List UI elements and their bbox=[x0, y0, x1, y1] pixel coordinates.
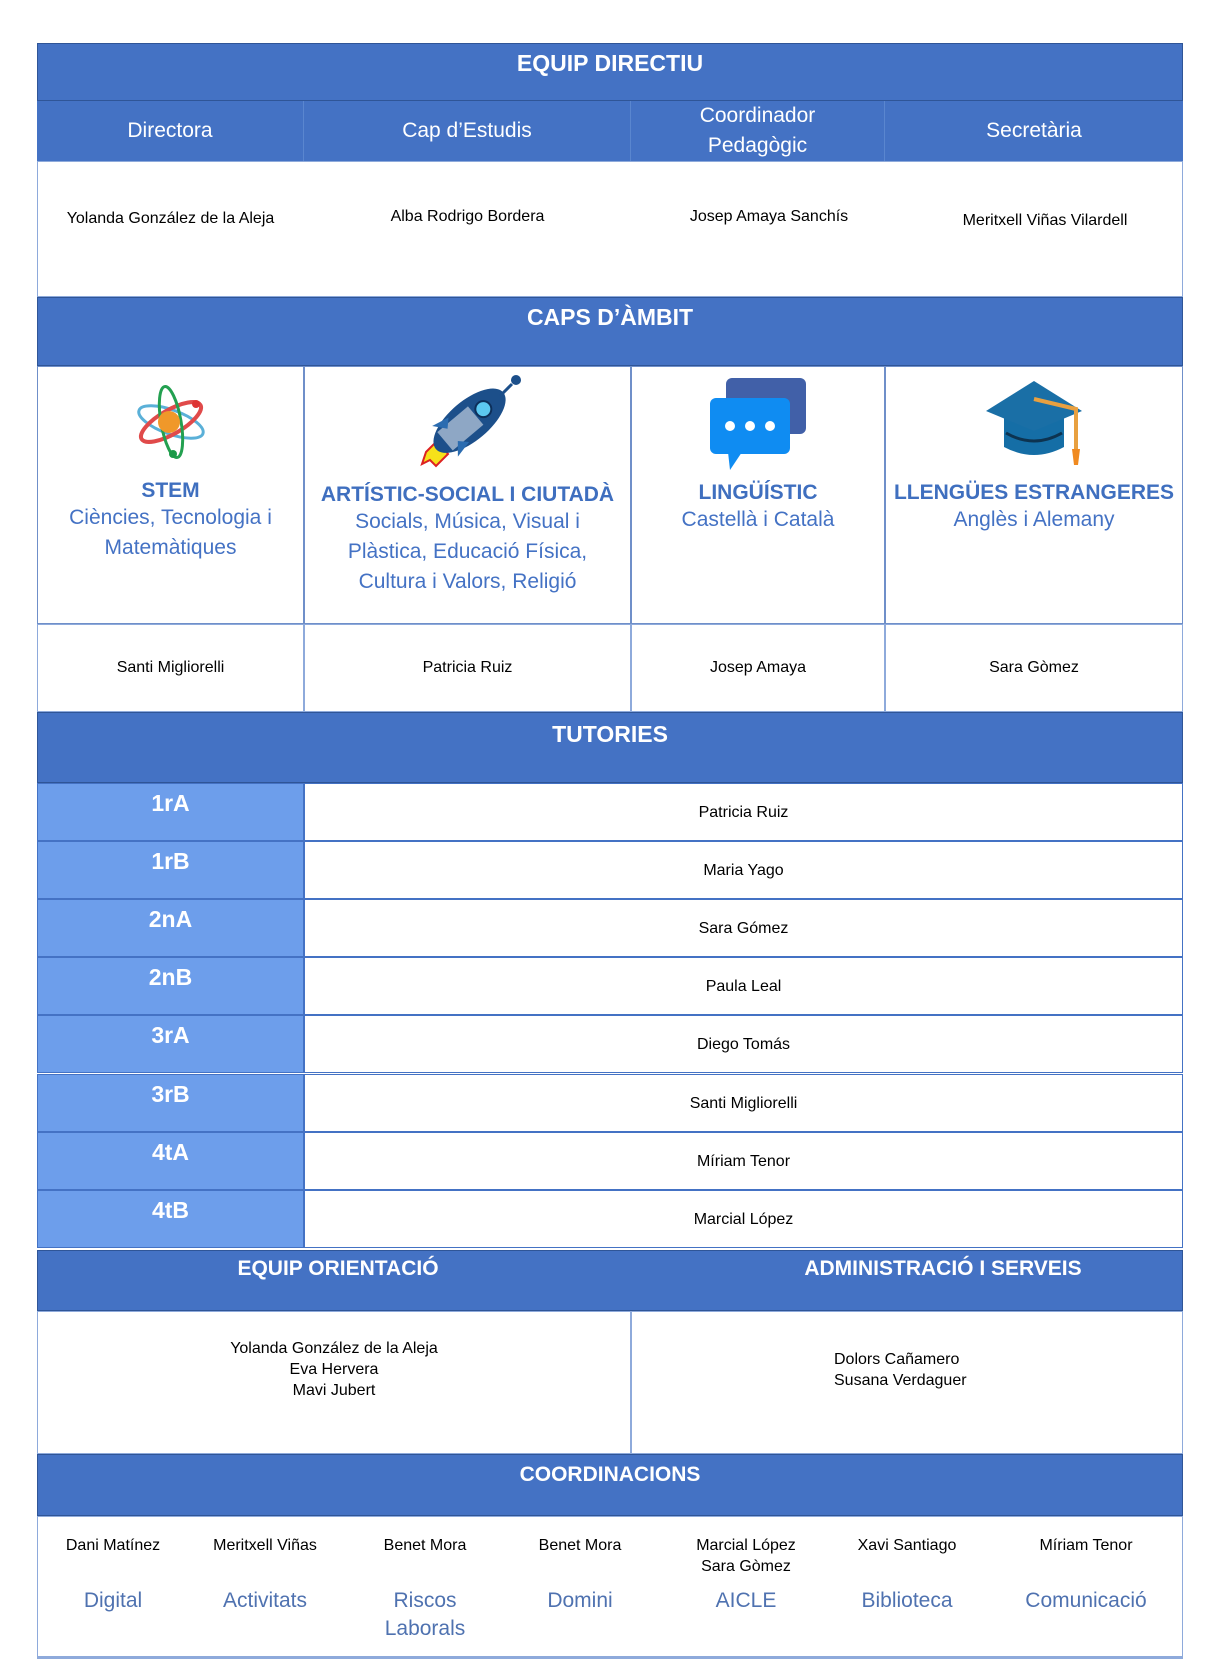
section-title: EQUIP DIRECTIU bbox=[516, 50, 704, 76]
person-name: Dolors Cañamero bbox=[834, 1351, 960, 1368]
orientacio-admin-header bbox=[37, 1250, 1183, 1311]
tutor-name: Marcial López bbox=[304, 1190, 1183, 1248]
coordination-item bbox=[505, 1535, 655, 1615]
tutor-group: 4tA bbox=[37, 1132, 304, 1190]
tutor-name: Paula Leal bbox=[304, 957, 1183, 1015]
tutor-group: 3rB bbox=[37, 1074, 304, 1132]
coordination-item bbox=[350, 1535, 500, 1643]
section-title: CAPS D’ÀMBIT bbox=[526, 304, 694, 330]
tutor-group: 4tB bbox=[37, 1190, 304, 1248]
atom-icon bbox=[38, 367, 303, 477]
tutor-group: 2nA bbox=[37, 899, 304, 957]
role-directora: Directora bbox=[37, 101, 304, 161]
area-title: STEM bbox=[141, 479, 200, 502]
tutor-name: Patricia Ruiz bbox=[304, 783, 1183, 841]
area-head-linguistic: Josep Amaya bbox=[631, 624, 885, 712]
tutories-header bbox=[37, 712, 1183, 783]
name-directora: Yolanda González de la Aleja bbox=[66, 210, 275, 227]
area-subtitle: Matemàtiques bbox=[104, 536, 237, 559]
tutor-name: Sara Gómez bbox=[304, 899, 1183, 957]
role-coordinador: Coordinador Pedagògic bbox=[631, 101, 885, 161]
name-secretaria: Meritxell Viñas Vilardell bbox=[962, 212, 1128, 229]
area-title: LLENGÜES ESTRANGERES bbox=[893, 481, 1175, 504]
area-stem bbox=[37, 366, 304, 624]
section-title: TUTORIES bbox=[552, 721, 668, 747]
tutor-group: 1rB bbox=[37, 841, 304, 899]
coordinacions-header bbox=[37, 1454, 1183, 1516]
coordination-item bbox=[1011, 1535, 1161, 1615]
area-subtitle: Castellà i Català bbox=[681, 508, 835, 531]
rocket-icon bbox=[305, 367, 630, 477]
coordination-label: Biblioteca bbox=[861, 1589, 953, 1612]
tutor-group: 2nB bbox=[37, 957, 304, 1015]
orientacio-title: EQUIP ORIENTACIÓ bbox=[237, 1257, 439, 1280]
coordination-label: AICLE bbox=[715, 1589, 777, 1612]
area-title: LINGÜÍSTIC bbox=[698, 481, 818, 504]
role-cap-estudis: Cap d’Estudis bbox=[304, 101, 631, 161]
area-title: ARTÍSTIC-SOCIAL I CIUTADÀ bbox=[320, 483, 615, 506]
area-artistic-social bbox=[304, 366, 631, 624]
person-name: Eva Hervera bbox=[289, 1361, 379, 1378]
area-llengues-estrangeres bbox=[885, 366, 1183, 624]
coordinator-name: Benet Mora bbox=[538, 1537, 622, 1554]
coordination-label: Digital bbox=[83, 1589, 143, 1612]
coordination-item bbox=[832, 1535, 982, 1615]
person-name: Yolanda González de la Aleja bbox=[230, 1340, 438, 1357]
administracio-names bbox=[631, 1311, 1183, 1454]
name-coordinador: Josep Amaya Sanchís bbox=[689, 208, 849, 225]
coordinator-name: Benet Mora bbox=[383, 1537, 467, 1554]
coordination-label: Laborals bbox=[384, 1617, 466, 1640]
graduation-cap-icon bbox=[886, 367, 1182, 477]
administracio-title: ADMINISTRACIÓ I SERVEIS bbox=[804, 1257, 1082, 1280]
area-subtitle: Plàstica, Educació Física, bbox=[347, 540, 588, 563]
coordination-label: Activitats bbox=[222, 1589, 308, 1612]
area-subtitle: Ciències, Tecnologia i bbox=[69, 506, 272, 529]
caps-ambit-header bbox=[37, 297, 1183, 366]
coordinator-name: Sara Gòmez bbox=[701, 1558, 791, 1575]
tutor-name: Diego Tomás bbox=[304, 1015, 1183, 1073]
orientacio-names bbox=[37, 1311, 631, 1454]
person-name: Susana Verdaguer bbox=[834, 1372, 967, 1389]
coordination-label: Comunicació bbox=[1025, 1589, 1147, 1612]
coordinator-name: Meritxell Viñas bbox=[213, 1537, 317, 1554]
coordination-item bbox=[38, 1535, 188, 1615]
coordination-label: Domini bbox=[547, 1589, 613, 1612]
name-cap-estudis: Alba Rodrigo Bordera bbox=[390, 208, 545, 225]
role-secretaria: Secretària bbox=[885, 101, 1183, 161]
coordinator-name: Xavi Santiago bbox=[857, 1537, 957, 1554]
area-linguistic bbox=[631, 366, 885, 624]
coordination-item bbox=[671, 1535, 821, 1615]
chat-bubbles-icon bbox=[632, 367, 884, 477]
coordination-label: Riscos bbox=[393, 1589, 457, 1612]
area-subtitle: Cultura i Valors, Religió bbox=[358, 570, 577, 593]
tutor-name: Santi Migliorelli bbox=[304, 1074, 1183, 1132]
area-head-stem: Santi Migliorelli bbox=[37, 624, 304, 712]
coordinator-name: Dani Matínez bbox=[65, 1537, 161, 1554]
coordinator-name: Míriam Tenor bbox=[1039, 1537, 1133, 1554]
area-head-artistic: Patricia Ruiz bbox=[304, 624, 631, 712]
person-name: Mavi Jubert bbox=[292, 1382, 376, 1399]
area-subtitle: Anglès i Alemany bbox=[953, 508, 1115, 531]
area-head-llengues: Sara Gòmez bbox=[885, 624, 1183, 712]
tutor-group: 3rA bbox=[37, 1015, 304, 1073]
coordinator-name: Marcial López bbox=[696, 1537, 796, 1554]
equip-directiu-header bbox=[37, 43, 1183, 101]
area-subtitle: Socials, Música, Visual i bbox=[355, 510, 580, 533]
tutor-name: Míriam Tenor bbox=[304, 1132, 1183, 1190]
coordination-item bbox=[190, 1535, 340, 1615]
tutor-group: 1rA bbox=[37, 783, 304, 841]
section-title: COORDINACIONS bbox=[519, 1463, 701, 1486]
tutor-name: Maria Yago bbox=[304, 841, 1183, 899]
